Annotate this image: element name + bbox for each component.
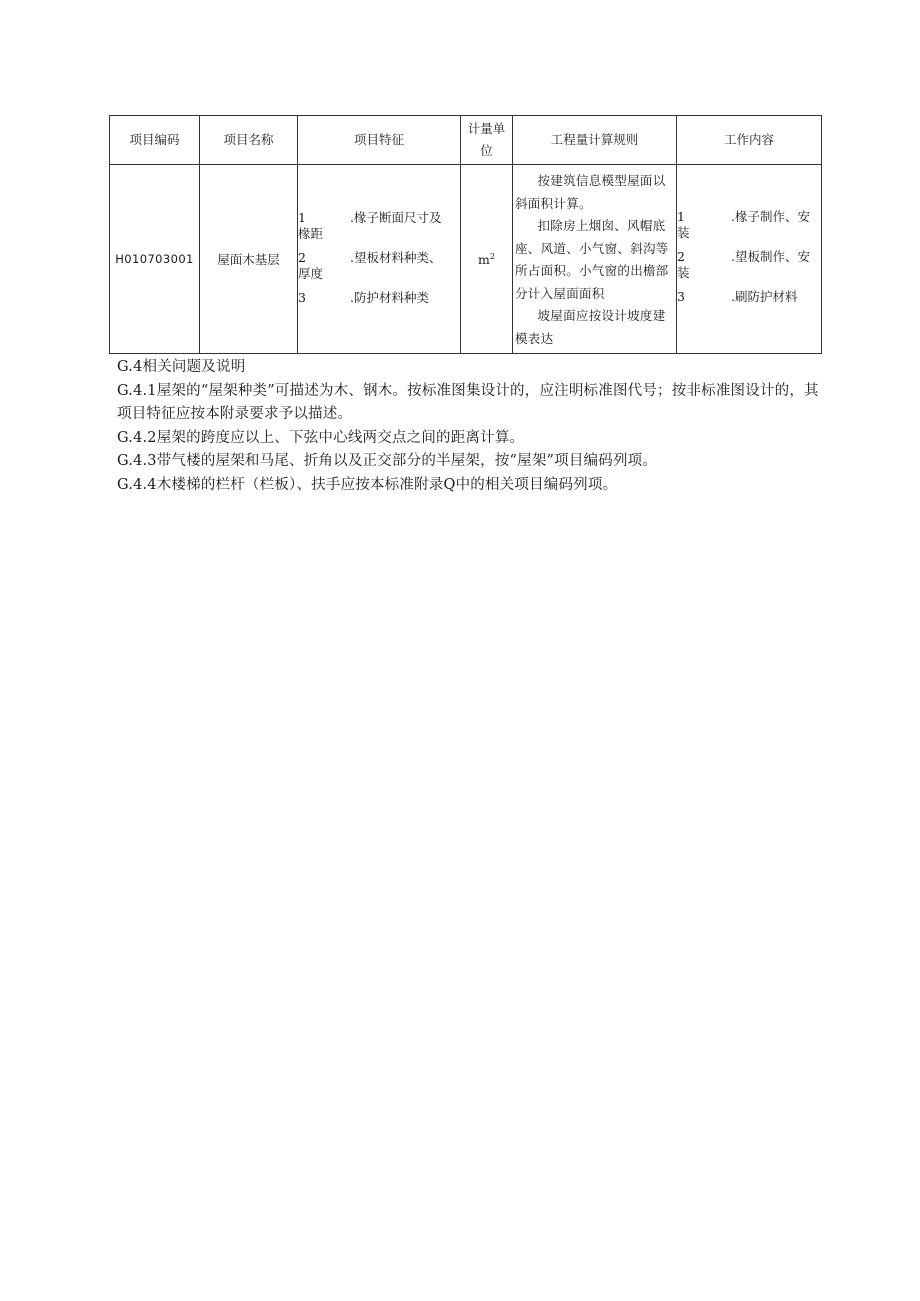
feature-number: 3 [298,289,306,305]
rule-paragraph: 按建筑信息模型屋面以斜面积计算。 [515,173,666,211]
header-name: 项目名称 [200,116,298,165]
item-name-cell: 屋面木基层 [200,165,298,354]
note-item: G.4.1屋架的“屋架种类”可描述为木、钢木。按标准图集设计的，应注明标准图代号；按非标准图设计的，其项目特征应按本附录要求予以描述。 [117,382,819,422]
work-continuation: 装 [677,225,690,240]
header-rules: 工程量计算规则 [513,116,677,165]
feature-text: .椽子断面尺寸及 [350,209,442,225]
work-number: 1 [677,209,685,224]
calculation-rules-cell [513,165,677,354]
feature-item [298,210,460,226]
header-unit-text: 计量单位 [467,121,506,158]
feature-text: .防护材料种类 [350,289,429,305]
work-content-cell [677,165,822,354]
item-code-cell: H010703001 [110,165,200,354]
item-features-cell [298,165,461,354]
feature-continuation: 厚度 [298,265,324,281]
work-item [677,249,821,265]
note-item: G.4.4木楼梯的栏杆（栏板）、扶手应按本标准附录Q中的相关项目编码列项。 [117,476,618,493]
work-text: .椽子制作、安 [731,209,810,224]
unit-superscript: 2 [489,251,495,261]
feature-item [298,290,460,306]
rule-paragraph: 坡屋面应按设计坡度建模表达 [515,308,666,346]
work-number: 2 [677,249,685,264]
unit-cell [461,165,513,354]
work-item [677,209,821,225]
work-continuation: 装 [677,265,690,280]
work-item [677,289,821,305]
feature-text: .望板材料种类、 [350,249,442,265]
note-item: G.4.3带气楼的屋架和马尾、折角以及正交部分的半屋架，按“屋架”项目编码列项。 [117,453,658,469]
bill-of-quantities-table [109,115,822,354]
header-code: 项目编码 [110,116,200,165]
header-work: 工作内容 [677,116,822,165]
note-item: G.4.2屋架的跨度应以上、下弦中心线两交点之间的距离计算。 [117,429,525,446]
work-text: .刷防护材料 [731,289,798,304]
feature-item [298,250,460,266]
header-features: 项目特征 [298,116,461,165]
table-row [110,165,822,354]
notes-section [117,356,827,497]
feature-continuation: 椽距 [298,225,324,241]
work-text: .望板制作、安 [731,249,810,264]
notes-heading: G.4相关问题及说明 [117,359,246,375]
feature-number: 1 [298,209,306,225]
header-unit [461,116,513,165]
table-header-row [110,116,822,165]
feature-number: 2 [298,249,306,265]
unit-base: m [478,251,490,267]
work-number: 3 [677,289,685,304]
rule-paragraph: 扣除房上烟囱、风帽底座、风道、小气窗、斜沟等所占面积。小气窗的出檐部分计入屋面面积 [515,218,669,301]
